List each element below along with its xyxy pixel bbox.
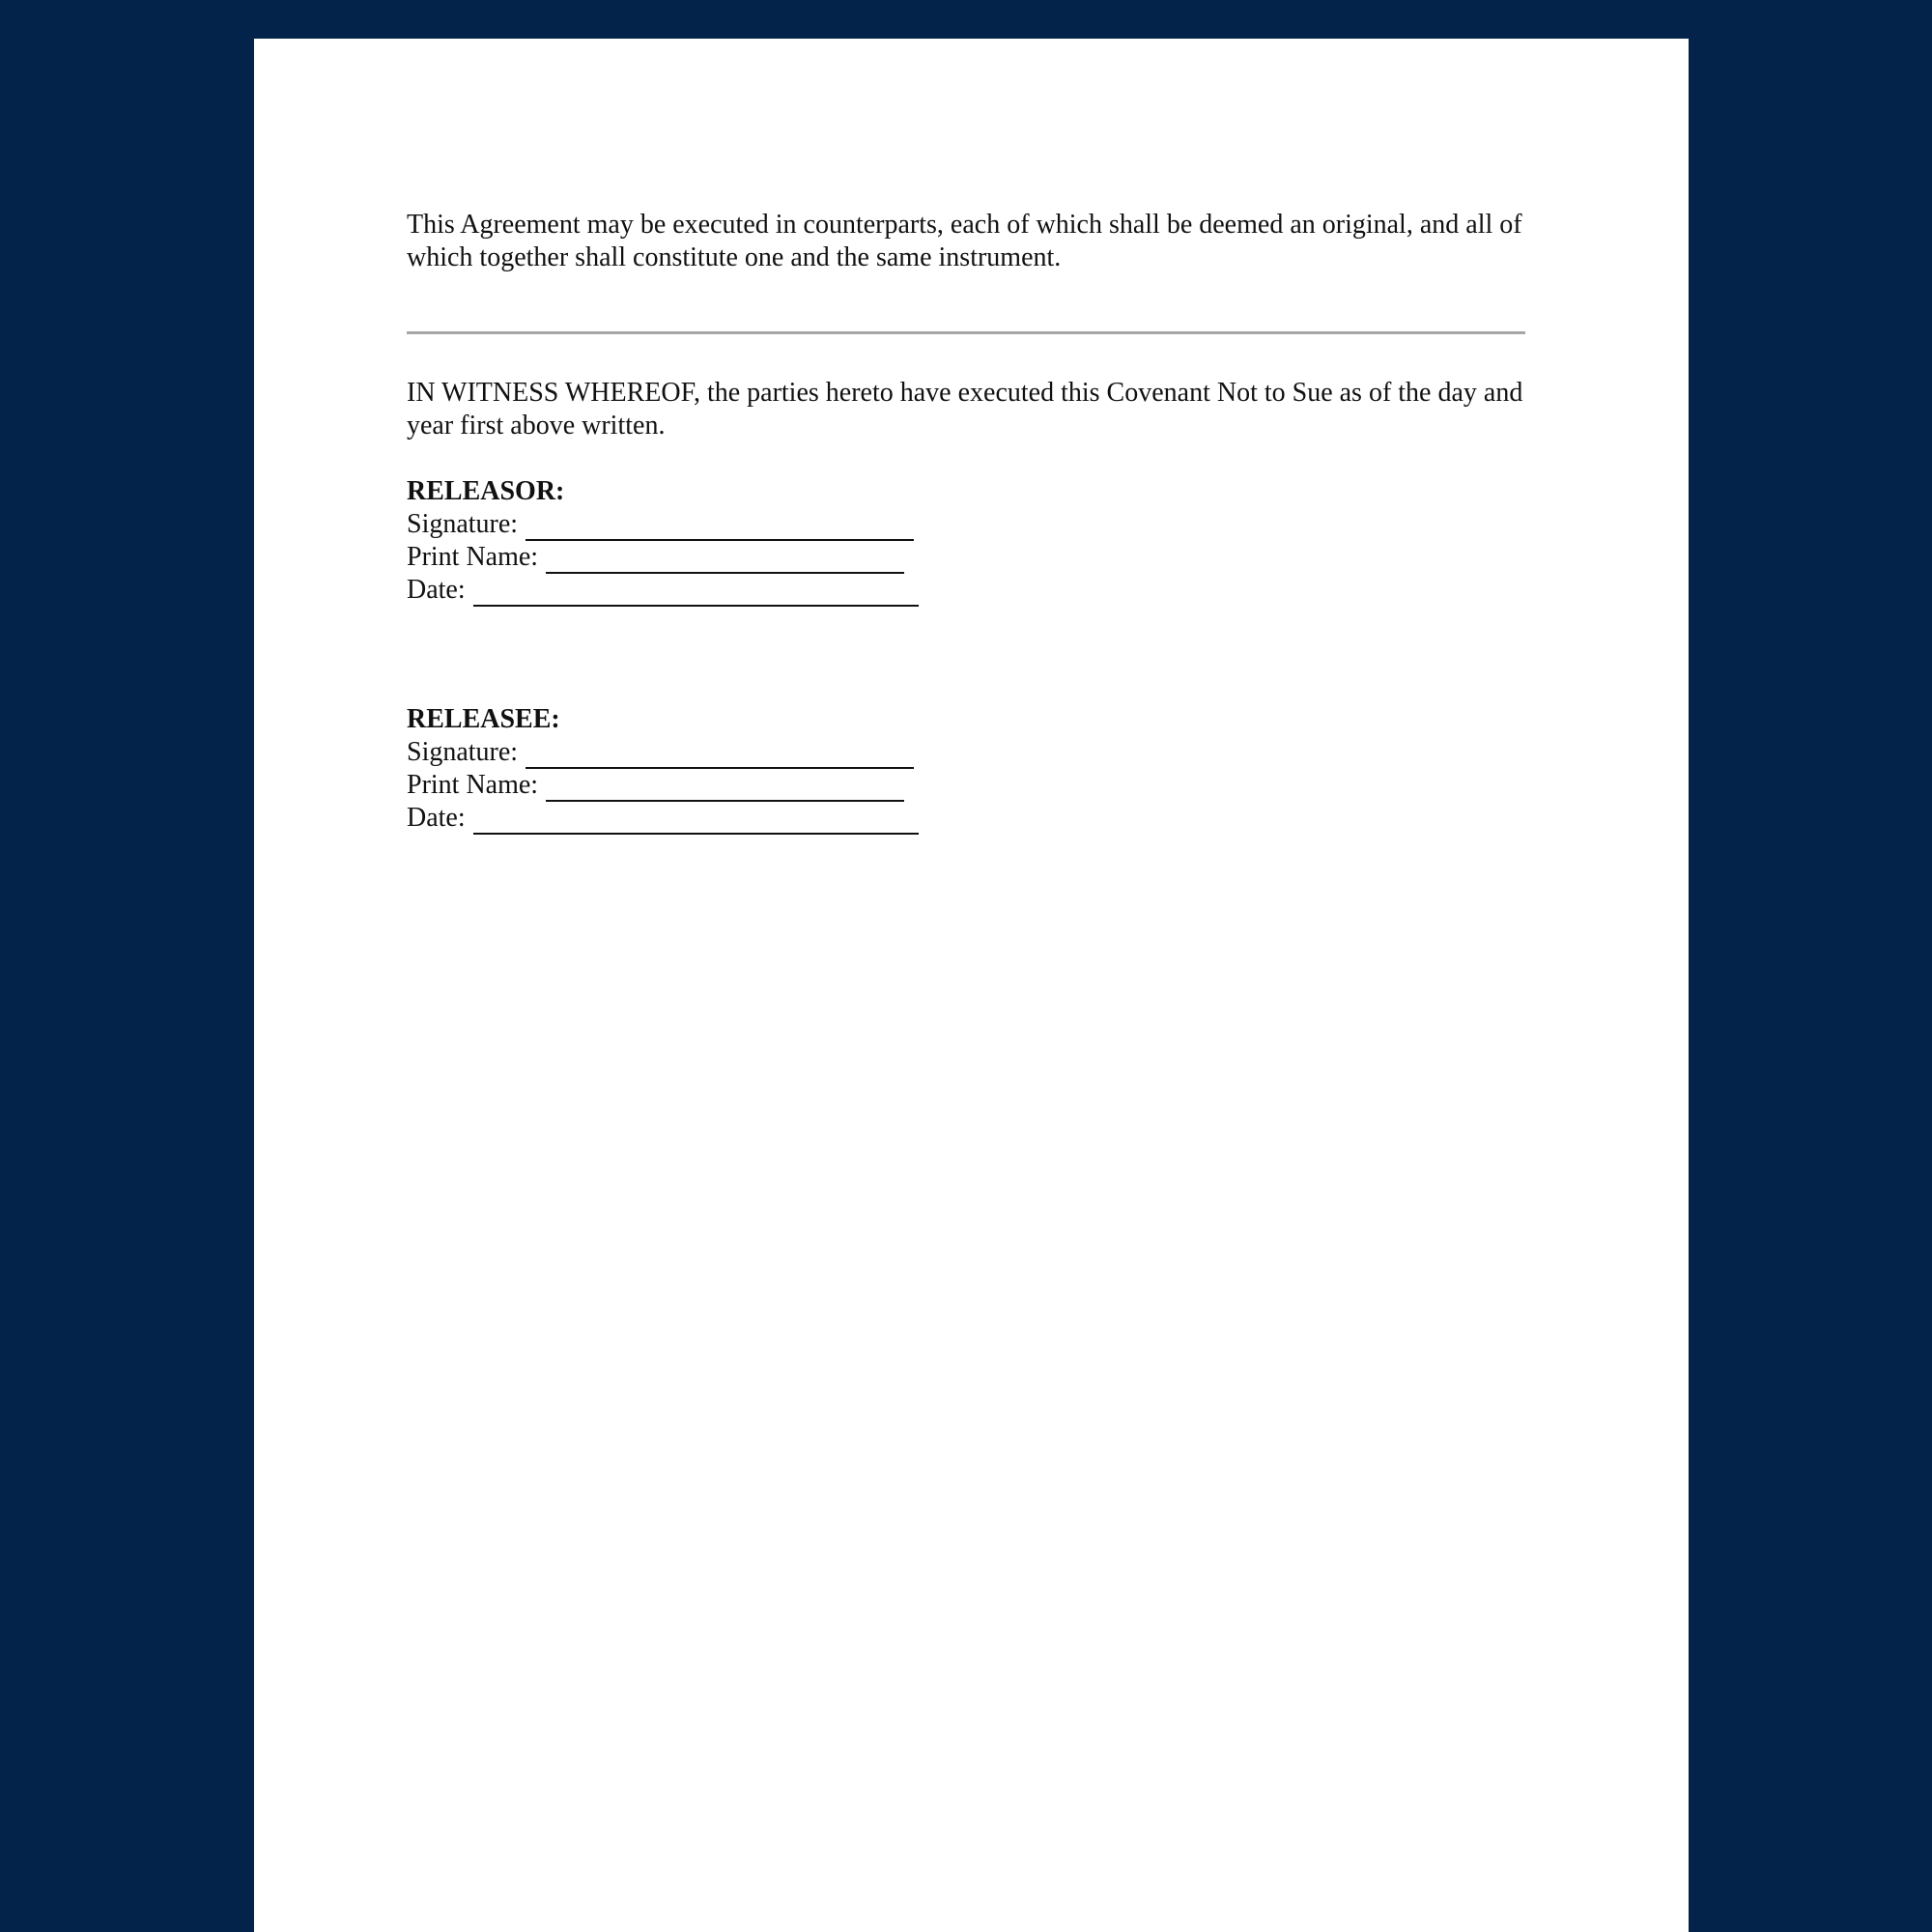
releasor-signature-line (407, 508, 1527, 541)
document-page (254, 39, 1689, 1932)
releasee-signature-line (407, 736, 1527, 769)
releasee-date-field[interactable] (473, 807, 919, 835)
counterparts-paragraph: This Agreement may be executed in counterparts, each of which shall be deemed an original, and all of which together shall constitute one and the same instrument. (407, 210, 1522, 272)
document-content (407, 209, 1527, 835)
section-divider (407, 331, 1525, 334)
releasor-signature-block (407, 475, 1527, 607)
releasee-heading: RELEASEE: (407, 704, 560, 734)
releasor-signature-label: Signature: (407, 509, 519, 539)
releasor-signature-field[interactable] (526, 513, 914, 541)
releasor-date-line (407, 574, 1527, 607)
releasor-heading: RELEASOR: (407, 476, 565, 506)
releasee-print-name-field[interactable] (546, 774, 904, 802)
witness-paragraph: IN WITNESS WHEREOF, the parties hereto have executed this Covenant Not to Sue as of the day and year first above written. (407, 378, 1523, 440)
releasee-signature-label: Signature: (407, 737, 519, 767)
releasor-print-name-field[interactable] (546, 546, 904, 574)
releasor-date-field[interactable] (473, 579, 919, 607)
releasor-print-name-line (407, 541, 1527, 574)
releasee-date-line (407, 802, 1527, 835)
releasee-print-name-line (407, 769, 1527, 802)
releasor-date-label: Date: (407, 575, 466, 605)
releasee-signature-block (407, 703, 1527, 835)
releasee-print-name-label: Print Name: (407, 770, 539, 800)
releasee-signature-field[interactable] (526, 741, 914, 769)
releasee-date-label: Date: (407, 803, 466, 833)
releasor-print-name-label: Print Name: (407, 542, 539, 572)
